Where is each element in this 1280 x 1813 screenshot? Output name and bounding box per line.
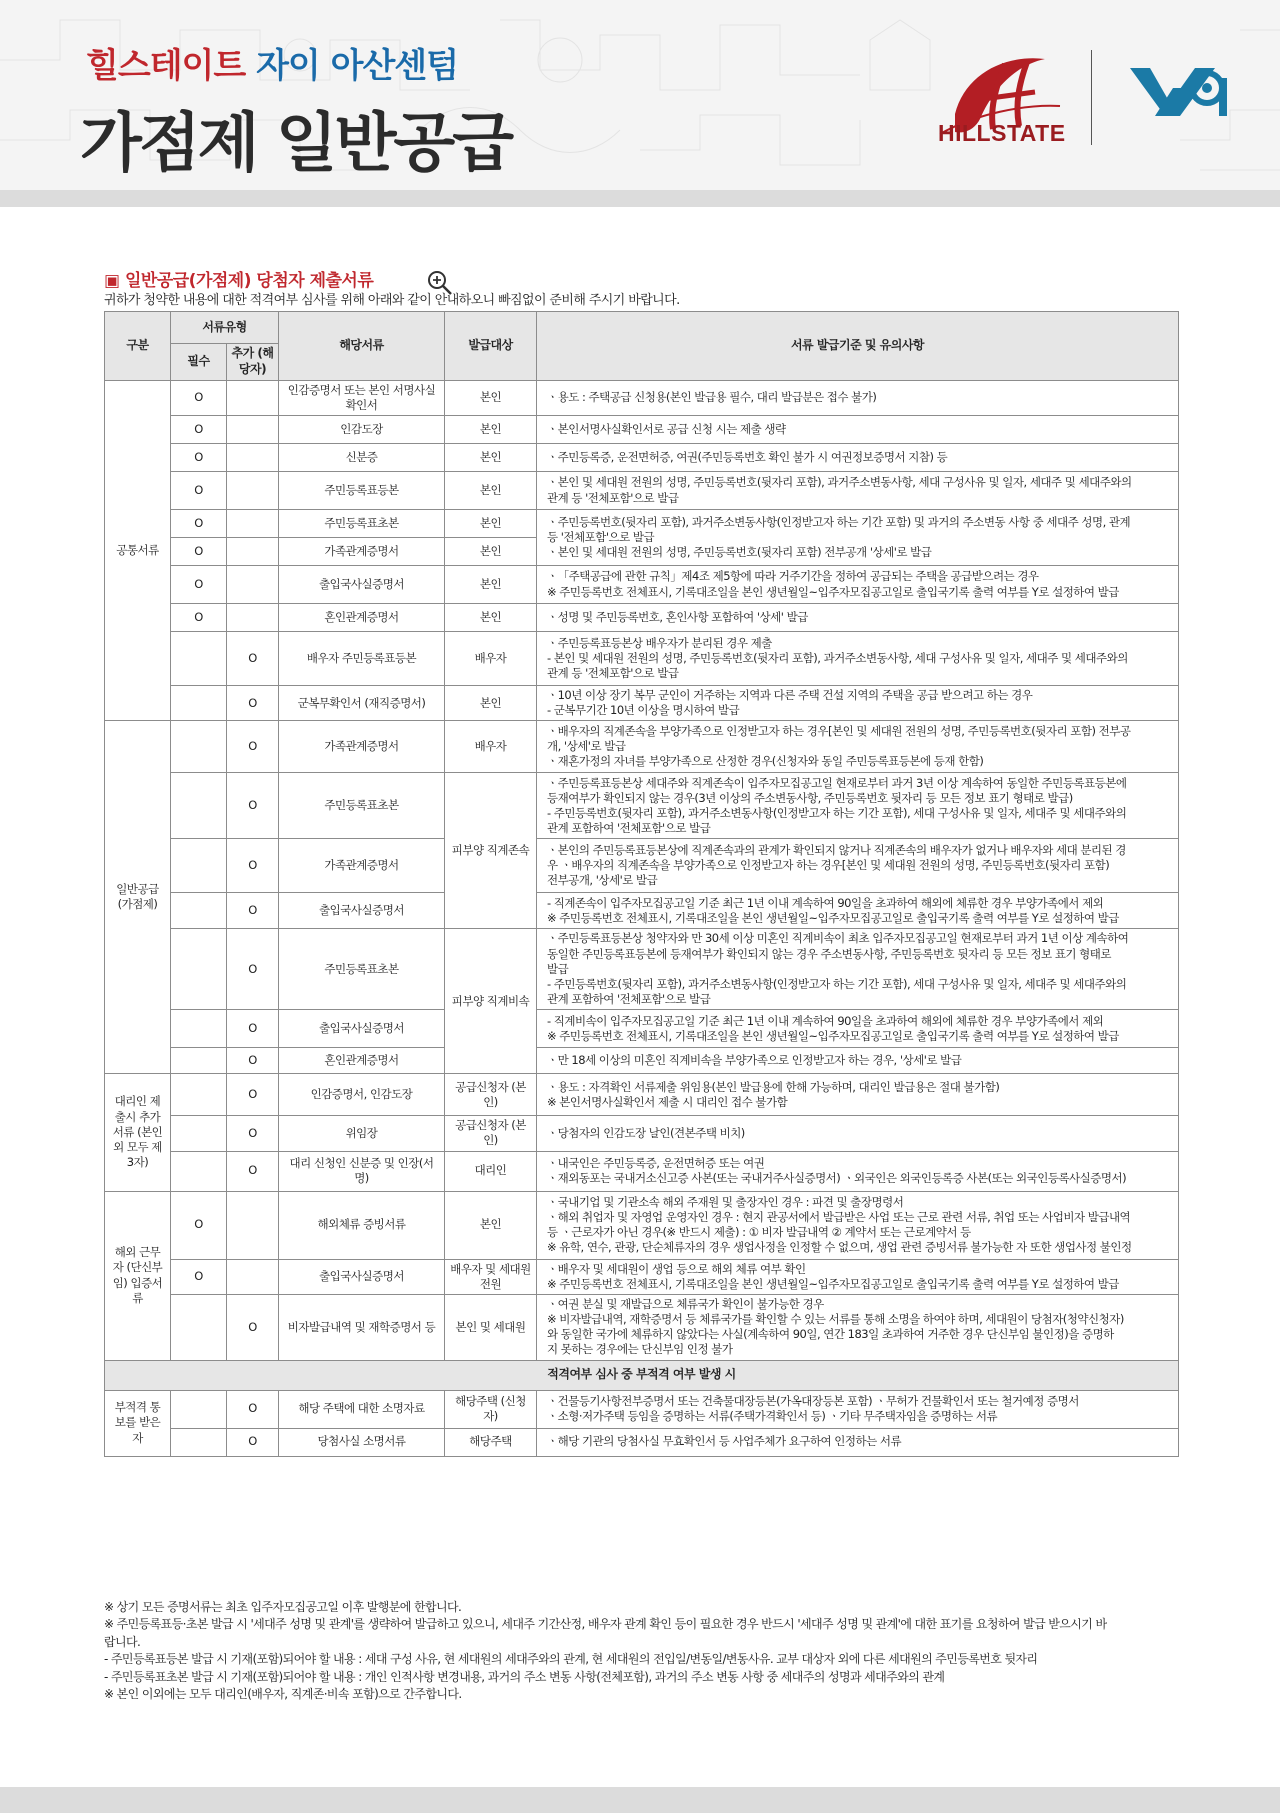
additional-mark: O	[227, 773, 279, 839]
required-mark	[171, 721, 227, 773]
category-cell-ineligible: 부적격 통보를 받은자	[105, 1390, 171, 1456]
table-row	[105, 839, 1179, 893]
additional-mark	[227, 1191, 279, 1259]
additional-mark: O	[227, 632, 279, 686]
document-name: 비자발급내역 및 재학증명서 등	[279, 1294, 445, 1360]
criteria-notes	[537, 1428, 1179, 1456]
issue-target: 본인	[445, 510, 537, 538]
criteria-notes	[537, 721, 1179, 773]
criteria-note-line: - 본인 및 세대원 전원의 성명, 주민등록번호(뒷자리 포함), 과거주소변동사항, 세대 구성사유 및 일자, 세대주 및 세대주와의	[547, 650, 1128, 665]
footnote: ※ 주민등록표등·초본 발급 시 '세대주 성명 및 관계'를 생략하여 발급하고 있으니, 세대주 기간산정, 배우자 관계 확인 등이 필요한 경우 반드시 '세대주 성명 및 관계'에 대한 표기를 요청하여 발급 받으시기 바	[104, 1617, 1107, 1632]
criteria-note-line: ㆍ10년 이상 장기 복무 군인이 거주하는 지역과 다른 주택 건설 지역의 주택을 공급 받으려고 하는 경우	[547, 688, 1033, 702]
required-mark	[171, 1428, 227, 1456]
footnote: 랍니다.	[104, 1634, 141, 1649]
criteria-note-line: 관계 등 '전체포함'으로 발급	[547, 490, 679, 505]
criteria-note-line: ※ 주민등록번호 전체표시, 기록대조일을 본인 생년월일~입주자모집공고일로 출입국기록 출력 여부를 Y로 설정하여 발급	[547, 910, 1119, 925]
required-mark: O	[171, 1259, 227, 1294]
document-name: 주민등록표초본	[279, 773, 445, 839]
criteria-note-line: 관계 등 '전체포함'으로 발급	[547, 666, 679, 681]
additional-mark: O	[227, 839, 279, 893]
additional-mark: O	[227, 929, 279, 1010]
criteria-note-line: ㆍ배우자의 직계존속을 부양가족으로 인정받고자 하는 경우[본인 및 세대원 전원의 성명, 주민등록번호(뒷자리 포함) 전부공	[547, 724, 1131, 739]
footer-band	[0, 1787, 1280, 1813]
ineligible-divider: 적격여부 심사 중 부적격 여부 발생 시	[105, 1360, 1179, 1390]
criteria-notes	[537, 416, 1179, 444]
issue-target: 본인	[445, 472, 537, 510]
required-mark: O	[171, 416, 227, 444]
document-name: 주민등록표초본	[279, 929, 445, 1010]
section-title: ▣ 일반공급(가점제) 당첨자 제출서류	[104, 271, 374, 291]
criteria-notes	[537, 1259, 1179, 1294]
required-mark	[171, 893, 227, 929]
footnote: - 주민등록표초본 발급 시 기재(포함)되어야 할 내용 : 개인 인적사항 변경내용, 과거의 주소 변동 사항(전체포함), 과거의 주소 변동 사항 중 세대주의 성명과 세대주와의 관계	[104, 1669, 945, 1684]
page-title: 가점제 일반공급	[80, 107, 512, 181]
issue-target-dependent_lineal_ascendant: 피부양 직계존속	[445, 773, 537, 929]
issue-target: 공급신청자 (본인)	[445, 1074, 537, 1116]
required-mark	[171, 1010, 227, 1048]
criteria-note-line: ㆍ본인 및 세대원 전원의 성명, 주민등록번호(뒷자리 포함), 과거주소변동사항, 세대 구성사유 및 일자, 세대주 및 세대주와의	[547, 475, 1132, 490]
criteria-notes	[537, 1116, 1179, 1151]
criteria-note-line: ㆍ소형·저가주택 등임을 증명하는 서류(주택가격확인서 등) ㆍ기타 무주택자임을 증명하는 서류	[547, 1409, 998, 1424]
criteria-note-line: ㆍ재혼가정의 자녀를 부양가족으로 산정한 경우(신청자와 동일 주민등록표등본에 등재 한함)	[547, 754, 984, 769]
criteria-note-line: ㆍ해외 취업자 및 자영업 운영자인 경우 : 현지 관공서에서 발급받은 사업 또는 근로 관련 서류, 취업 또는 사업비자 발급내역	[547, 1209, 1131, 1224]
issue-target: 배우자	[445, 632, 537, 686]
table-row	[105, 1116, 1179, 1151]
additional-mark	[227, 472, 279, 510]
additional-mark: O	[227, 1048, 279, 1074]
criteria-note-line: ※ 유학, 연수, 관광, 단순체류자의 경우 생업사정을 인정할 수 없으며, 생업 관련 증빙서류 불가능한 자 또한 생업사정 불인정	[547, 1240, 1132, 1255]
category-cell-common: 공통서류	[105, 380, 171, 721]
required-mark	[171, 1294, 227, 1360]
footnote: - 주민등록표등본 발급 시 기재(포함)되어야 할 내용 : 세대 구성 사유, 현 세대원의 세대주와의 관계, 현 세대원의 전입일/변동일/변동사유. 교부 대상자 외에 다른 세대원의 주민등록번호 뒷자리	[104, 1652, 1038, 1667]
criteria-note-line: ㆍ주민등록증, 운전면허증, 여권(주민등록번호 확인 불가 시 여권정보증명서 지참) 등	[547, 449, 948, 464]
document-name: 당첨사실 소명서류	[279, 1428, 445, 1456]
criteria-note-line: 지 못하는 경우에는 단신부임 인정 불가	[547, 1342, 733, 1357]
table-row	[105, 1294, 1179, 1360]
additional-mark	[227, 416, 279, 444]
issue-target: 배우자 및 세대원 전원	[445, 1259, 537, 1294]
criteria-notes	[537, 472, 1179, 510]
criteria-note-line: ㆍ성명 및 주민등록번호, 혼인사항 포함하여 '상세' 발급	[547, 609, 808, 624]
additional-mark	[227, 604, 279, 632]
issue-target: 대리인	[445, 1151, 537, 1191]
zoom-in-icon[interactable]	[425, 268, 455, 298]
table-row	[105, 893, 1179, 929]
criteria-note-line: - 직계존속이 입주자모집공고일 기준 최근 1년 이내 계속하여 90일을 초과하여 해외에 체류한 경우 부양가족에서 제외	[547, 895, 1104, 910]
document-name: 인감증명서 또는 본인 서명사실확인서	[279, 380, 445, 415]
required-mark	[171, 839, 227, 893]
table-row	[105, 1259, 1179, 1294]
required-mark: O	[171, 444, 227, 472]
criteria-note-line: ㆍ본인서명사실확인서로 공급 신청 시는 제출 생략	[547, 421, 786, 436]
criteria-note-line: ㆍ국내기업 및 기관소속 해외 주재원 및 출장자인 경우 : 파견 및 출장명령서	[547, 1194, 904, 1209]
criteria-notes	[537, 893, 1179, 929]
table-row	[105, 929, 1179, 1010]
header-document: 해당서류	[279, 312, 445, 381]
header-criteria: 서류 발급기준 및 유의사항	[537, 312, 1179, 381]
criteria-note-line: - 직계비속이 입주자모집공고일 기준 최근 1년 이내 계속하여 90일을 초과하여 해외에 체류한 경우 부양가족에서 제외	[547, 1013, 1104, 1028]
additional-mark: O	[227, 1428, 279, 1456]
footnote: ※ 본인 이외에는 모두 대리인(배우자, 직계존·비속 포함)으로 간주합니다.	[104, 1686, 462, 1701]
criteria-notes	[537, 773, 1179, 839]
issue-target: 배우자	[445, 721, 537, 773]
criteria-note-line: 관계 포함하여 '전체포함'으로 발급	[547, 821, 711, 836]
header-category: 구분	[105, 312, 171, 381]
criteria-note-line: ㆍ해당 기관의 당첨사실 무효확인서 등 사업주체가 요구하여 인정하는 서류	[547, 1434, 902, 1449]
criteria-note-line: - 군복무기간 10년 이상을 명시하여 발급	[547, 703, 740, 718]
criteria-note-line: ㆍ배우자 및 세대원이 생업 등으로 해외 체류 여부 확인	[547, 1261, 806, 1276]
criteria-note-line: ㆍ재외동포는 국내거소신고증 사본(또는 국내거주사실증명서) ㆍ외국인은 외국인등록증 사본(또는 외국인등록사실증명서)	[547, 1171, 1127, 1186]
table-row	[105, 686, 1179, 721]
required-mark	[171, 773, 227, 839]
required-mark: O	[171, 566, 227, 604]
table-row	[105, 604, 1179, 632]
criteria-note-line: 동일한 주민등록표등본에 등재여부가 확인되지 않는 경우 주소변동사항, 주민등록번호 뒷자리 등 모든 정보 표기 형태로	[547, 946, 1112, 961]
additional-mark: O	[227, 721, 279, 773]
document-name: 인감도장	[279, 416, 445, 444]
criteria-note-line: 등 ㆍ근로자가 아닌 경우(※ 반드시 제출) : ① 비자 발급내역 ② 계약서 또는 근로계약서 등	[547, 1225, 971, 1240]
table-row	[105, 472, 1179, 510]
table-row	[105, 566, 1179, 604]
criteria-notes	[537, 510, 1179, 566]
document-name: 혼인관계증명서	[279, 604, 445, 632]
criteria-notes	[537, 1294, 1179, 1360]
category-cell-overseas: 해외 근무자 (단신부임) 입증서류	[105, 1191, 171, 1360]
additional-mark	[227, 510, 279, 538]
criteria-note-line: ※ 주민등록번호 전체표시, 기록대조일을 본인 생년월일~입주자모집공고일로 출입국기록 출력 여부를 Y로 설정하여 발급	[547, 1028, 1119, 1043]
criteria-note-line: ㆍ주민등록표등본상 세대주와 직계존속이 입주자모집공고일 현재로부터 과거 3년 이상 계속하여 동일한 주민등록표등본에	[547, 775, 1127, 790]
criteria-note-line: ※ 비자발급내역, 재학증명서 등 체류국가를 확인할 수 있는 서류를 통해 소명을 하여야 하며, 세대원이 당첨자(청약신청자)	[547, 1312, 1124, 1327]
document-name: 가족관계증명서	[279, 538, 445, 566]
footnotes	[104, 1599, 1184, 1703]
required-mark: O	[171, 604, 227, 632]
additional-mark	[227, 444, 279, 472]
header-additional: 추가 (해당자)	[227, 344, 279, 381]
page-header	[0, 0, 1280, 190]
additional-mark: O	[227, 1116, 279, 1151]
additional-mark	[227, 538, 279, 566]
required-mark	[171, 632, 227, 686]
required-mark	[171, 1116, 227, 1151]
document-name: 출입국사실증명서	[279, 893, 445, 929]
criteria-note-line: 발급	[547, 961, 569, 976]
criteria-note-line: ㆍ주민등록표등본상 배우자가 분리된 경우 제출	[547, 635, 772, 650]
criteria-notes	[537, 686, 1179, 721]
additional-mark: O	[227, 686, 279, 721]
footnote: ※ 상기 모든 증명서류는 최초 입주자모집공고일 이후 발행분에 한합니다.	[104, 1600, 462, 1614]
issue-target: 본인 및 세대원	[445, 1294, 537, 1360]
criteria-note-line: - 주민등록번호(뒷자리 포함), 과거주소변동사항(인정받고자 하는 기간 포함), 세대 구성사유 및 일자, 세대주 및 세대주와의	[547, 976, 1127, 991]
criteria-notes	[537, 839, 1179, 893]
criteria-note-line: ㆍ주민등록표등본상 청약자와 만 30세 이상 미혼인 직계비속이 최초 입주자모집공고일 현재로부터 과거 1년 이상 계속하여	[547, 931, 1129, 946]
criteria-note-line: ㆍ건물등기사항전부증명서 또는 건축물대장등본(가옥대장등본 포함) ㆍ무허가 건물확인서 또는 철거예정 증명서	[547, 1393, 1079, 1408]
table-row	[105, 510, 1179, 538]
table-row	[105, 1428, 1179, 1456]
document-name: 신분증	[279, 444, 445, 472]
additional-mark: O	[227, 1151, 279, 1191]
additional-mark: O	[227, 1294, 279, 1360]
document-name: 혼인관계증명서	[279, 1048, 445, 1074]
header-required: 필수	[171, 344, 227, 381]
table-row	[105, 1151, 1179, 1191]
brand-name	[86, 38, 458, 87]
document-name: 가족관계증명서	[279, 839, 445, 893]
header-issue-target: 발급대상	[445, 312, 537, 381]
required-mark: O	[171, 1191, 227, 1259]
issue-target: 해당주택 (신청자)	[445, 1390, 537, 1428]
required-mark: O	[171, 380, 227, 415]
criteria-notes	[537, 1390, 1179, 1428]
hillstate-logo-text: HILLSTATE	[938, 120, 1066, 146]
issue-target: 본인	[445, 686, 537, 721]
document-name: 인감증명서, 인감도장	[279, 1074, 445, 1116]
criteria-notes	[537, 444, 1179, 472]
document-name: 출입국사실증명서	[279, 1259, 445, 1294]
table-row	[105, 444, 1179, 472]
criteria-note-line: 우 ㆍ배우자의 직계존속을 부양가족으로 인정받고자 하는 경우[본인 및 세대원 전원의 성명, 주민등록번호(뒷자리 포함)	[547, 858, 1110, 873]
criteria-notes	[537, 604, 1179, 632]
table-row	[105, 721, 1179, 773]
category-cell-general: 일반공급 (가점제)	[105, 721, 171, 1074]
required-mark	[171, 1390, 227, 1428]
criteria-note-line: - 주민등록번호(뒷자리 포함), 과거주소변동사항(인정받고자 하는 기간 포함), 세대 구성사유 및 일자, 세대주 및 세대주와의	[547, 805, 1127, 820]
issue-target: 해당주택	[445, 1428, 537, 1456]
criteria-note-line: ㆍ용도 : 주택공급 신청용(본인 발급용 필수, 대리 발급분은 접수 불가)	[547, 390, 877, 405]
criteria-notes	[537, 566, 1179, 604]
criteria-note-line: 전부공개, '상세'로 발급	[547, 873, 658, 888]
criteria-notes	[537, 632, 1179, 686]
table-row	[105, 1010, 1179, 1048]
criteria-notes	[537, 1048, 1179, 1074]
document-name: 대리 신청인 신분증 및 인장(서명)	[279, 1151, 445, 1191]
criteria-notes	[537, 1191, 1179, 1259]
table-row	[105, 632, 1179, 686]
document-name: 해외체류 증빙서류	[279, 1191, 445, 1259]
additional-mark: O	[227, 1390, 279, 1428]
criteria-note-line: ㆍ당첨자의 인감도장 날인(견본주택 비치)	[547, 1125, 745, 1140]
required-mark: O	[171, 538, 227, 566]
criteria-note-line: 등재여부가 확인되지 않는 경우(3년 이상의 주소변동사항, 주민등록번호 뒷자리 등 모든 정보 표기 형태로 발급)	[547, 790, 1073, 805]
issue-target: 본인	[445, 1191, 537, 1259]
criteria-note-line: 등 '전체포함'으로 발급	[547, 529, 655, 544]
header-band	[0, 190, 1280, 207]
table-row	[105, 1191, 1179, 1259]
section-description: 귀하가 청약한 내용에 대한 적격여부 심사를 위해 아래와 같이 안내하오니 빠짐없이 준비해 주시기 바랍니다.	[104, 293, 680, 308]
criteria-note-line: ㆍ본인의 주민등록표등본상에 직계존속과의 관계가 확인되지 않거나 직계존속의 배우자가 없거나 배우자와 세대 분리된 경	[547, 843, 1126, 858]
criteria-note-line: 개, '상세'로 발급	[547, 739, 626, 754]
issue-target: 본인	[445, 604, 537, 632]
table-row	[105, 380, 1179, 415]
category-cell-proxy: 대리인 제출시 추가서류 (본인 외 모두 제3자)	[105, 1074, 171, 1191]
document-name: 해당 주택에 대한 소명자료	[279, 1390, 445, 1428]
issue-target: 본인	[445, 380, 537, 415]
criteria-note-line: ㆍ용도 : 자격확인 서류제출 위임용(본인 발급용에 한해 가능하며, 대리인 발급용은 절대 불가함)	[547, 1079, 1000, 1094]
document-name: 출입국사실증명서	[279, 566, 445, 604]
criteria-note-line: ※ 주민등록번호 전체표시, 기록대조일을 본인 생년월일~입주자모집공고일로 출입국기록 출력 여부를 Y로 설정하여 발급	[547, 1276, 1119, 1291]
required-mark: O	[171, 472, 227, 510]
additional-mark	[227, 566, 279, 604]
issue-target: 공급신청자 (본인)	[445, 1116, 537, 1151]
header-doc-type: 서류유형	[171, 312, 279, 344]
criteria-note-line: ㆍ「주택공급에 관한 규칙」제4조 제5항에 따라 거주기간을 정하여 공급되는 주택을 공급받으려는 경우	[547, 569, 1039, 584]
issue-target: 본인	[445, 538, 537, 566]
criteria-notes	[537, 929, 1179, 1010]
required-mark	[171, 1048, 227, 1074]
document-name: 출입국사실증명서	[279, 1010, 445, 1048]
document-name: 배우자 주민등록표등본	[279, 632, 445, 686]
criteria-note-line: ㆍ주민등록번호(뒷자리 포함), 과거주소변동사항(인정받고자 하는 기간 포함) 및 과거의 주소변동 사항 중 세대주 성명, 관계	[547, 514, 1131, 529]
issue-target-dependent_lineal_descendant: 피부양 직계비속	[445, 929, 537, 1074]
required-mark	[171, 1074, 227, 1116]
required-mark	[171, 1151, 227, 1191]
table-row	[105, 1048, 1179, 1074]
criteria-note-line: 와 동일한 국가에 체류하지 않았다는 사실(계속하여 90일, 연간 183일 초과하여 거주한 경우 단신부임 불인정)을 증명하	[547, 1327, 1114, 1342]
table-row	[105, 416, 1179, 444]
criteria-note-line: ㆍ본인 및 세대원 전원의 성명, 주민등록번호(뒷자리 포함) 전부공개 '상세'로 발급	[547, 545, 932, 560]
document-name: 주민등록표초본	[279, 510, 445, 538]
criteria-notes	[537, 1010, 1179, 1048]
document-name: 군복무확인서 (재직증명서)	[279, 686, 445, 721]
additional-mark: O	[227, 1074, 279, 1116]
table-row	[105, 1390, 1179, 1428]
criteria-notes	[537, 1151, 1179, 1191]
additional-mark: O	[227, 893, 279, 929]
logo-divider	[1091, 50, 1092, 145]
xi-logo	[1125, 58, 1235, 133]
brand-name-part1: 힐스테이트	[86, 46, 246, 86]
additional-mark: O	[227, 1010, 279, 1048]
required-mark: O	[171, 510, 227, 538]
criteria-note-line: 관계 포함하여 '전체포함'으로 발급	[547, 992, 711, 1007]
criteria-note-line: ※ 본인서명사실확인서 제출 시 대리인 접수 불가함	[547, 1094, 788, 1109]
required-mark	[171, 929, 227, 1010]
additional-mark	[227, 380, 279, 415]
criteria-note-line: ㆍ만 18세 이상의 미혼인 직계비속을 부양가족으로 인정받고자 하는 경우, '상세'로 발급	[547, 1053, 962, 1068]
documents-table	[104, 311, 1179, 1457]
issue-target: 본인	[445, 566, 537, 604]
additional-mark	[227, 1259, 279, 1294]
document-name: 주민등록표등본	[279, 472, 445, 510]
criteria-note-line: ㆍ여권 분실 및 재발급으로 체류국가 확인이 불가능한 경우	[547, 1296, 824, 1311]
criteria-note-line: ※ 주민등록번호 전체표시, 기록대조일을 본인 생년월일~입주자모집공고일로 출입국기록 출력 여부를 Y로 설정하여 발급	[547, 584, 1119, 599]
required-mark	[171, 686, 227, 721]
document-name: 가족관계증명서	[279, 721, 445, 773]
table-row	[105, 773, 1179, 839]
issue-target: 본인	[445, 416, 537, 444]
criteria-notes	[537, 1074, 1179, 1116]
issue-target: 본인	[445, 444, 537, 472]
criteria-note-line: ㆍ내국인은 주민등록증, 운전면허증 또는 여권	[547, 1155, 765, 1170]
table-row	[105, 1074, 1179, 1116]
brand-name-part2: 자이 아산센텀	[256, 46, 458, 86]
document-name: 위임장	[279, 1116, 445, 1151]
criteria-notes	[537, 380, 1179, 415]
